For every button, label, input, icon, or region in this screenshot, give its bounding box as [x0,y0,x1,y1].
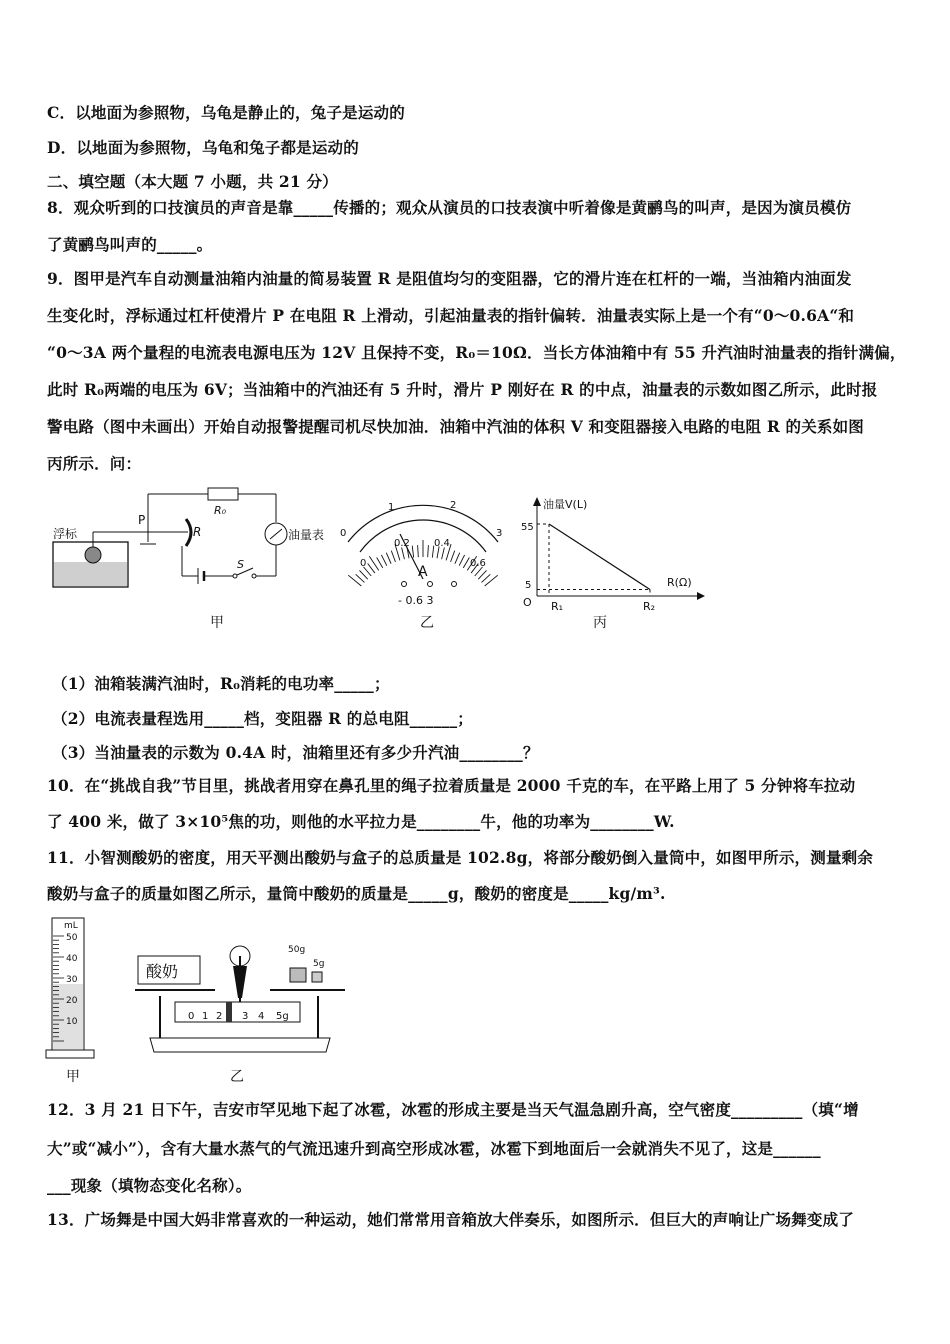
dial-tick [482,574,491,582]
beam-5g: 5g [276,1011,289,1022]
ammeter-dial [338,494,508,614]
yogurt-box-label: 酸奶 [146,962,179,981]
measuring-cylinder [44,914,104,1064]
dial-tick [412,546,413,558]
option-d: D．以地面为参照物，乌龟和兔子都是运动的 [47,138,359,157]
dial-tick [402,548,405,560]
dial-tick [391,551,395,562]
bottom-scale-06: 0.6 [470,558,486,569]
y-axis-label: 油量V(L) [543,498,588,511]
origin-label: O [523,596,532,609]
x-tick-r1: R₁ [551,600,564,613]
dial-tick [368,563,375,573]
x-tick-r2: R₂ [643,600,656,613]
float-label: 浮标 [53,527,78,541]
r0-label: R₀ [214,504,227,517]
q10-line-2: 了 400 米，做了 3×10⁵焦的功，则他的水平拉力是________牛，他的功率为________W. [47,812,675,831]
q9-sub-1: （1）油箱装满汽油时，R₀消耗的电功率_____； [52,674,390,693]
unit-a: A [418,564,428,580]
volume-resistance-graph [515,494,705,619]
switch-s-label: S [237,558,244,571]
dial-tick [428,545,429,557]
q9-line-2: 生变化时，浮标通过杠杆使滑片 P 在电阻 R 上滑动，引起油量表的指针偏转．油量表实际上是一个有“0～0.6A“和 [47,306,855,325]
balance-scale [130,938,345,1063]
dial-tick [455,553,460,564]
dial-tick [459,555,464,566]
q11-line-2: 酸奶与盒子的质量如图乙所示，量筒中酸奶的质量是_____g，酸奶的密度是_____kg/m³. [47,884,666,903]
weight-50g: 50g [288,945,306,955]
dial-tick [485,575,498,586]
ml-label: mL [64,921,78,931]
beam-4: 4 [258,1011,265,1022]
q9-line-3: “0～3A 两个量程的电流表电源电压为 12V 且保持不变，R₀＝10Ω．当长方体油箱中有 55 升汽油时油量表的指针满偏， [47,343,906,362]
dial-tick [442,548,445,560]
q9-line-4: 此时 R₀两端的电压为 6V；当油箱中的汽油还有 5 升时，滑片 P 刚好在 R 的中点，油量表的示数如图乙所示，此时报 [47,380,878,399]
top-scale-1: 1 [388,502,395,513]
q9-sub-3: （3）当油量表的示数为 0.4A 时，油箱里还有多少升汽油________？ [52,743,539,762]
dial-tick [359,570,367,579]
q9-sub-2: （2）电流表量程选用_____档，变阻器 R 的总电阻______； [52,709,474,728]
beam-1: 1 [202,1011,209,1022]
top-scale-2: 2 [450,500,457,511]
dial-tick [463,558,469,568]
circuit-diagram [48,484,338,634]
beam-0: 0 [188,1011,195,1022]
dial-tick [451,551,455,562]
q9-line-6: 丙所示．问： [47,454,142,473]
q12-line-1: 12．3 月 21 日下午，吉安市罕见地下起了冰雹，冰雹的形成主要是当天气温急剧升高，空气密度_________（填“增 [47,1100,859,1119]
cyl-tick-30: 30 [66,975,78,985]
q8-line-2: 了黄鹂鸟叫声的_____。 [47,235,213,254]
bottom-scale-04: 0.4 [434,538,450,549]
q8-line-1: 8．观众听到的口技演员的声音是靠_____传播的；观众从演员的口技表演中听着像是黄鹂鸟的叫声，是因为演员模仿 [47,198,852,217]
dial-tick [478,570,486,579]
cyl-tick-20: 20 [66,996,78,1006]
q9-line-5: 警电路（图中未画出）开始自动报警提醒司机尽快加油．油箱中汽油的体积 V 和变阻器接入电路的电阻 R 的关系如图 [47,417,864,436]
y-tick-5: 5 [525,580,532,591]
q12-line-3: ___现象（填物态变化名称）。 [47,1176,252,1195]
meter-label: 油量表 [288,528,325,542]
vr-series-line [549,524,650,589]
rheostat-r-label: R [193,525,202,539]
dial-tick [348,575,361,586]
y-tick-55: 55 [521,522,534,533]
q13-line-1: 13．广场舞是中国大妈非常喜欢的一种运动，她们常常用音箱放大伴奏乐，如图所示．但巨大的声响让广场舞变成了 [47,1210,854,1229]
beam-2: 2 [216,1011,223,1022]
dial-tick [377,558,383,568]
dial-tick [418,545,419,557]
beam-3: 3 [242,1011,249,1022]
q10-line-1: 10．在“挑战自我”节目里，挑战者用穿在鼻孔里的绳子拉着质量是 2000 千克的车，在平路上用了 5 分钟将车拉动 [47,776,856,795]
bottom-scale-02: 0.2 [394,538,410,549]
q11-line-1: 11．小智测酸奶的密度，用天平测出酸奶与盒子的总质量是 102.8g，将部分酸奶倒入量筒中，如图甲所示，测量剩余 [47,848,874,867]
caption-yi: 乙 [420,615,434,631]
top-scale-3: 3 [496,528,503,539]
weight-5g: 5g [313,959,325,969]
caption-yi-2: 乙 [230,1069,244,1085]
bottom-scale-0: 0 [360,558,367,569]
dial-tick [356,574,365,582]
section-title: 二、填空题（本大题 7 小题，共 21 分） [47,172,338,191]
x-axis-label: R(Ω) [667,576,692,589]
cyl-tick-40: 40 [66,954,78,964]
slider-p-label: P [138,513,146,527]
caption-jia-2: 甲 [66,1069,80,1085]
q9-line-1: 9．图甲是汽车自动测量油箱内油量的简易装置 R 是阻值均匀的变阻器，它的滑片连在杠杆的一端，当油箱内油面发 [47,269,852,288]
q12-line-2: 大”或“减小”），含有大量水蒸气的气流迅速升到高空形成冰雹，冰雹下到地面后一会就消失不见了，这是______ [47,1139,821,1158]
dial-tick [381,555,386,566]
cyl-tick-10: 10 [66,1017,78,1027]
top-scale-0: 0 [340,528,347,539]
terminals: - 0.6 3 [398,594,434,607]
caption-bing: 丙 [593,615,607,631]
dial-tick [386,553,391,564]
caption-jia: 甲 [210,615,224,631]
cyl-tick-50: 50 [66,933,78,943]
option-c: C．以地面为参照物，乌龟是静止的，兔子是运动的 [47,103,405,122]
